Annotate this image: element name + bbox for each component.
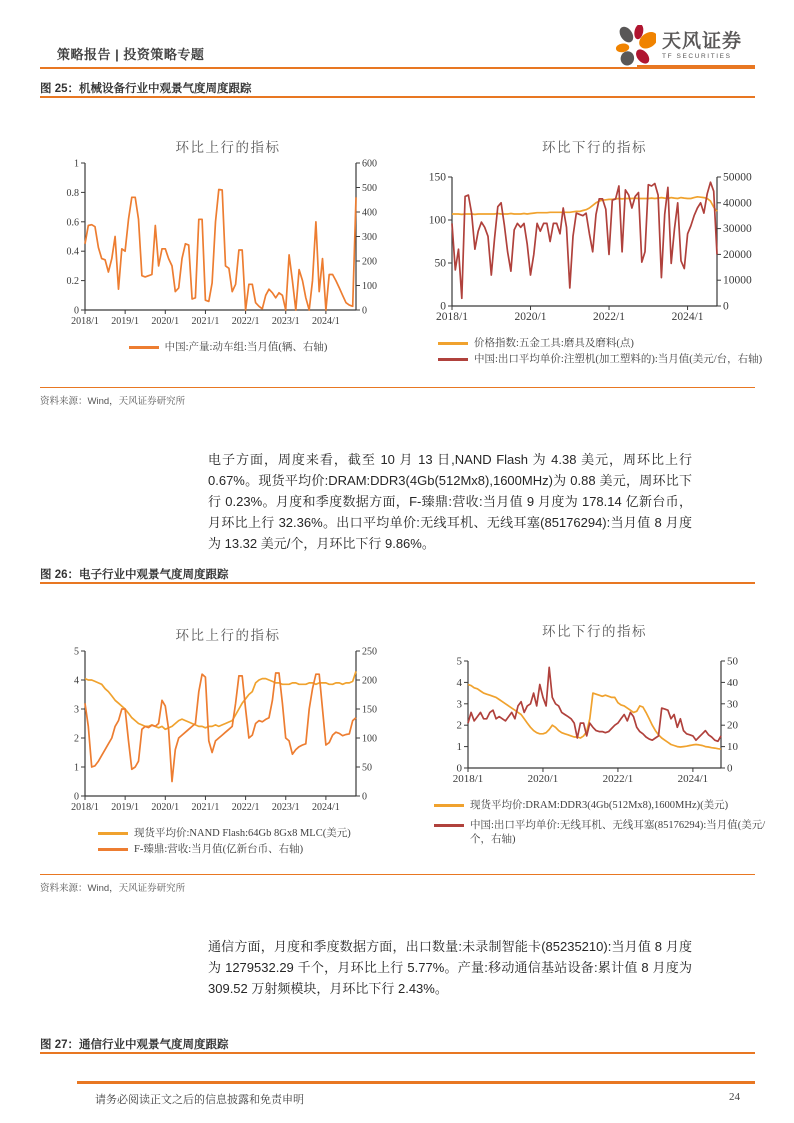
svg-text:2024/1: 2024/1 xyxy=(677,773,709,785)
svg-text:0: 0 xyxy=(456,762,462,775)
svg-text:40: 40 xyxy=(727,676,738,689)
logo-underline xyxy=(637,65,755,69)
svg-text:50000: 50000 xyxy=(723,172,752,184)
svg-text:50: 50 xyxy=(727,656,738,668)
svg-text:50: 50 xyxy=(434,257,446,270)
svg-text:2018/1: 2018/1 xyxy=(452,773,484,785)
legend-swatch xyxy=(98,832,128,835)
legend-swatch xyxy=(129,346,159,349)
svg-text:0: 0 xyxy=(362,791,367,803)
chart-title: 环比上行的指标 xyxy=(175,140,281,155)
chart-fig25-up xyxy=(58,136,398,355)
chart-fig25-down xyxy=(422,136,767,367)
legend-swatch xyxy=(438,358,468,361)
legend-item xyxy=(434,819,767,847)
paragraph-electronics: 电子方面，周度来看，截至 10 月 13 日,NAND Flash 为 4.38 美元，周环比上行 0.67%。现货平均价:DRAM:DDR3(4Gb(512Mx8),1600MHz)为 0.88 美元，周环比下行 0.23%。月度和季度数据方面，F-臻鼎:营收:当月值 9 月度为 178.14 亿新台币，月环比上行 32.36%。出口平均单价:无线耳机、无线耳塞(85176294):当月值 8 月度为 13.32 美元/个，月环比下行 9.86%。 xyxy=(208,452,692,551)
svg-text:4: 4 xyxy=(456,676,462,689)
chart-legend xyxy=(58,827,398,857)
figure-27-caption: 图 27：通信行业中观景气度周度跟踪 xyxy=(40,1039,229,1051)
svg-text:2021/1: 2021/1 xyxy=(191,802,220,813)
line-chart xyxy=(58,646,398,816)
svg-text:2022/1: 2022/1 xyxy=(593,311,626,323)
svg-text:1: 1 xyxy=(74,762,79,774)
svg-text:2020/1: 2020/1 xyxy=(527,773,559,785)
svg-text:1: 1 xyxy=(74,158,79,170)
chart-legend xyxy=(422,337,767,367)
legend-swatch xyxy=(438,342,468,345)
svg-text:0: 0 xyxy=(74,791,79,803)
figure-25-rule xyxy=(40,96,755,98)
brand-logo xyxy=(614,26,759,66)
brand-name-cn: 天风证券 xyxy=(662,30,743,52)
legend-label: 中国:产量:动车组:当月值(辆、右轴) xyxy=(164,342,328,353)
svg-text:100: 100 xyxy=(362,281,377,292)
svg-text:600: 600 xyxy=(362,158,377,170)
svg-text:2024/1: 2024/1 xyxy=(671,311,704,323)
svg-text:2020/1: 2020/1 xyxy=(514,311,547,323)
svg-text:0.8: 0.8 xyxy=(66,187,79,199)
svg-text:200: 200 xyxy=(362,675,377,687)
svg-text:30: 30 xyxy=(727,698,738,711)
svg-text:0: 0 xyxy=(723,300,729,313)
legend-label: 中国:出口平均单价:无线耳机、无线耳塞(85176294):当月值(美元/个，右轴) xyxy=(470,820,766,846)
svg-text:2023/1: 2023/1 xyxy=(271,802,300,813)
svg-text:0: 0 xyxy=(440,300,446,313)
legend-label: 中国:出口平均单价:注塑机(加工塑料的):当月值(美元/台，右轴) xyxy=(474,354,763,366)
svg-text:250: 250 xyxy=(362,646,377,658)
footer-disclaimer: 请务必阅读正文之后的信息披露和免责申明 xyxy=(95,1094,304,1106)
legend-item xyxy=(98,843,398,857)
line-chart xyxy=(422,172,767,326)
svg-text:200: 200 xyxy=(362,256,377,268)
legend-item xyxy=(434,799,767,813)
legend-item xyxy=(438,337,767,351)
paragraph-communications: 通信方面，月度和季度数据方面，出口数量:未录制智能卡(85235210):当月值 8 月度为 1279532.29 千个，月环比上行 5.77%。产量:移动通信基站设备:累计值 8 月度为 309.52 万射频模块，月环比下行 2.43%。 xyxy=(208,939,692,996)
breadcrumb: 策略报告 | 投资策略专题 xyxy=(57,47,205,62)
svg-text:20: 20 xyxy=(727,719,738,732)
svg-text:150: 150 xyxy=(362,704,377,716)
svg-text:2020/1: 2020/1 xyxy=(151,316,180,327)
figure-26-rule xyxy=(40,582,755,584)
svg-text:2022/1: 2022/1 xyxy=(231,316,260,327)
svg-text:0.4: 0.4 xyxy=(66,246,79,258)
source-rule xyxy=(40,387,755,388)
legend-item xyxy=(438,353,767,367)
source-note: 资料来源：Wind，天风证券研究所 xyxy=(40,396,186,407)
svg-text:50: 50 xyxy=(362,762,372,774)
legend-swatch xyxy=(434,824,464,827)
svg-text:300: 300 xyxy=(362,232,377,243)
chart-fig26-up xyxy=(58,624,398,857)
chart-title: 环比下行的指标 xyxy=(542,624,647,639)
svg-text:2018/1: 2018/1 xyxy=(436,311,468,323)
legend-label: 价格指数:五金工具:磨具及磨料(点) xyxy=(474,338,634,349)
svg-text:2019/1: 2019/1 xyxy=(111,802,140,813)
svg-text:4: 4 xyxy=(74,675,79,687)
svg-text:2019/1: 2019/1 xyxy=(111,316,140,327)
svg-text:3: 3 xyxy=(456,698,462,711)
flower-logo-icon xyxy=(614,25,656,67)
legend-item xyxy=(98,827,398,841)
svg-text:2018/1: 2018/1 xyxy=(71,316,99,327)
chart-title: 环比下行的指标 xyxy=(542,140,647,155)
svg-text:2024/1: 2024/1 xyxy=(311,802,340,813)
source-note: 资料来源：Wind，天风证券研究所 xyxy=(40,883,186,894)
legend-swatch xyxy=(434,804,464,807)
line-chart xyxy=(422,656,767,788)
line-chart xyxy=(58,158,398,330)
chart-legend xyxy=(58,341,398,355)
svg-text:400: 400 xyxy=(362,207,377,219)
svg-text:30000: 30000 xyxy=(723,223,752,236)
legend-swatch xyxy=(98,848,128,851)
svg-text:500: 500 xyxy=(362,183,377,194)
svg-text:2022/1: 2022/1 xyxy=(602,773,634,785)
svg-text:0.6: 0.6 xyxy=(66,217,79,229)
brand-name-en: TF SECURITIES xyxy=(662,52,732,60)
chart-title: 环比上行的指标 xyxy=(175,628,281,643)
svg-text:0.2: 0.2 xyxy=(66,276,79,288)
svg-text:2018/1: 2018/1 xyxy=(71,802,99,813)
footer-rule xyxy=(77,1081,755,1084)
figure-26-caption: 图 26：电子行业中观景气度周度跟踪 xyxy=(40,569,229,581)
svg-text:2023/1: 2023/1 xyxy=(271,316,300,327)
svg-text:2021/1: 2021/1 xyxy=(191,316,220,327)
svg-text:2020/1: 2020/1 xyxy=(151,802,180,813)
svg-text:10000: 10000 xyxy=(723,274,752,287)
chart-legend xyxy=(422,799,767,848)
svg-text:0: 0 xyxy=(362,305,367,317)
figure-25-caption: 图 25：机械设备行业中观景气度周度跟踪 xyxy=(40,83,252,95)
svg-text:5: 5 xyxy=(74,646,79,658)
legend-label: 现货平均价:NAND Flash:64Gb 8Gx8 MLC(美元) xyxy=(134,828,351,839)
svg-text:2: 2 xyxy=(456,719,462,732)
legend-item xyxy=(129,341,328,355)
svg-text:2: 2 xyxy=(74,733,79,745)
source-rule xyxy=(40,874,755,875)
svg-text:2024/1: 2024/1 xyxy=(311,316,340,327)
chart-fig26-down xyxy=(422,620,767,848)
svg-text:100: 100 xyxy=(362,733,377,745)
svg-text:40000: 40000 xyxy=(723,197,752,210)
svg-text:0: 0 xyxy=(727,762,733,775)
figure-27-rule xyxy=(40,1052,755,1054)
page-number: 24 xyxy=(729,1091,740,1103)
svg-text:10: 10 xyxy=(727,741,738,754)
svg-text:0: 0 xyxy=(74,305,79,317)
legend-label: F-臻鼎:营收:当月值(亿新台币、右轴) xyxy=(134,844,304,856)
svg-text:2022/1: 2022/1 xyxy=(231,802,260,813)
svg-text:5: 5 xyxy=(456,656,462,668)
legend-label: 现货平均价:DRAM:DDR3(4Gb(512Mx8),1600MHz)(美元) xyxy=(470,800,729,811)
svg-text:100: 100 xyxy=(428,214,446,227)
svg-text:3: 3 xyxy=(74,704,79,716)
svg-text:20000: 20000 xyxy=(723,248,752,261)
svg-text:150: 150 xyxy=(428,172,446,184)
svg-text:1: 1 xyxy=(456,741,462,754)
